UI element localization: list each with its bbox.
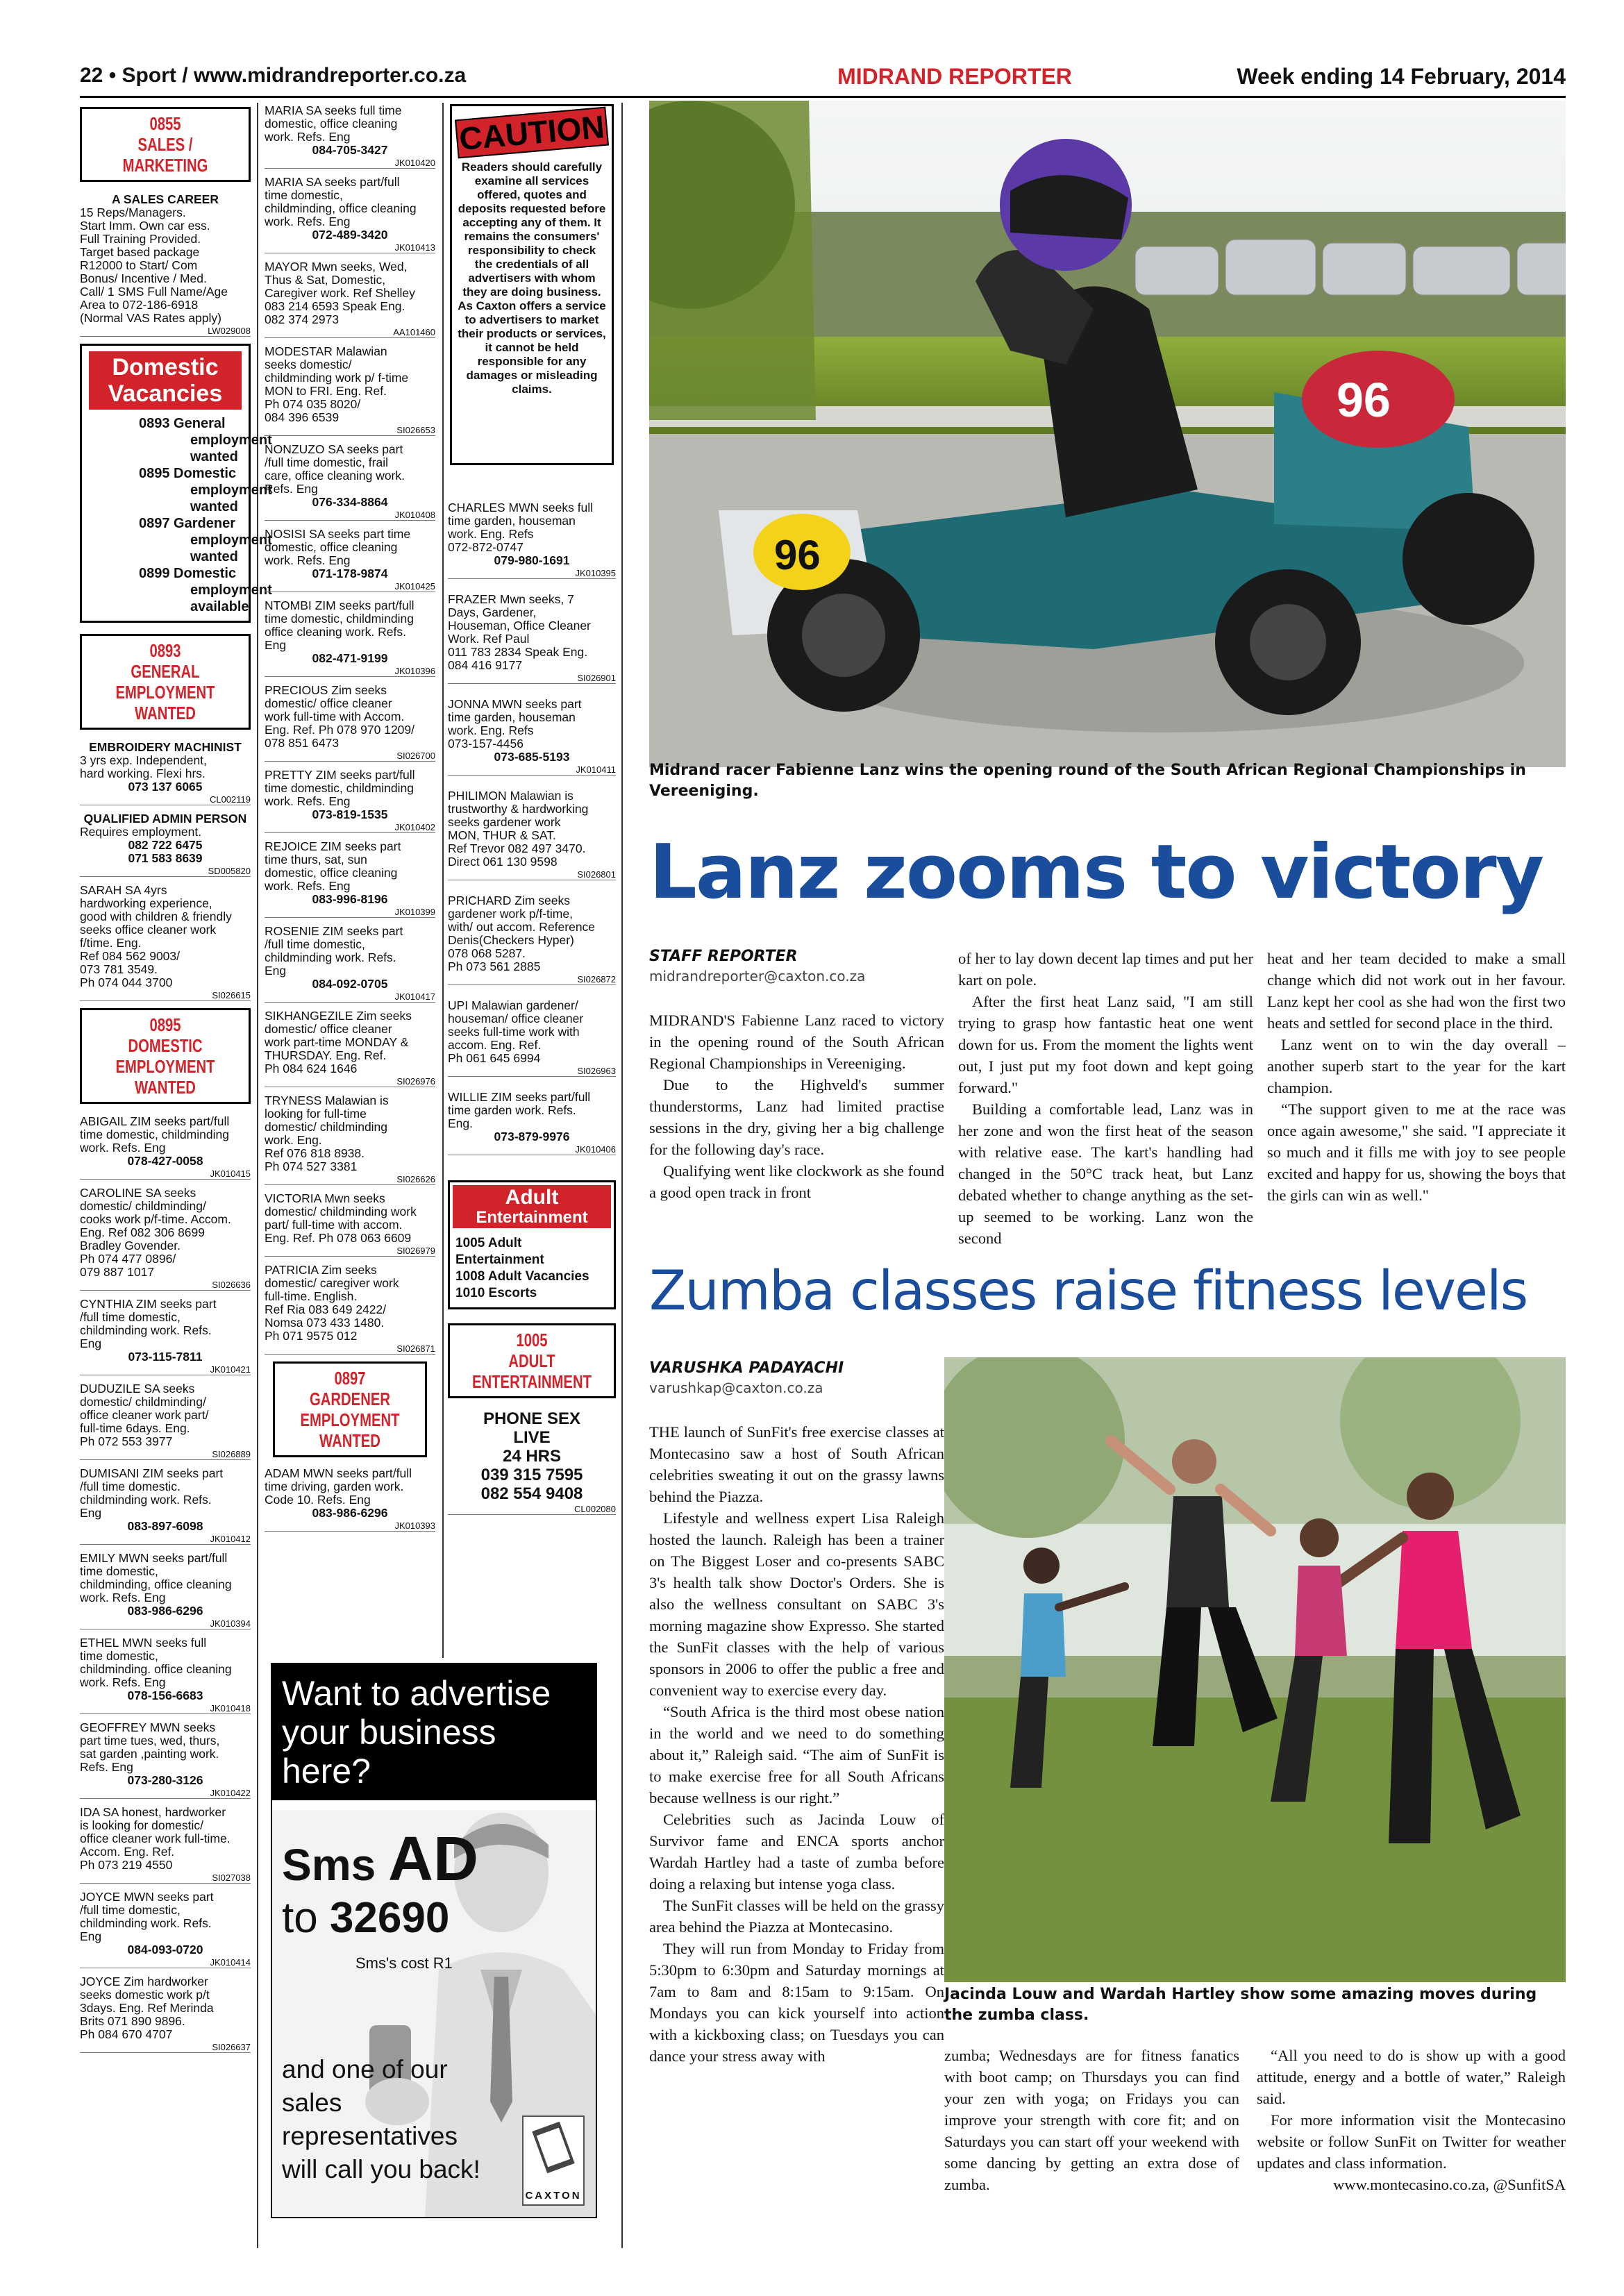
ad-heading: QUALIFIED ADMIN PERSON bbox=[83, 812, 247, 826]
kart-number-front: 96 bbox=[774, 532, 821, 578]
ad-code: SI026636 bbox=[80, 1280, 251, 1291]
adult-entertainment-index bbox=[448, 1180, 616, 1309]
paragraph: www.montecasino.co.za, @SunfitSA bbox=[1333, 2176, 1566, 2193]
ad-code: JK010422 bbox=[80, 1788, 251, 1799]
classified-ad bbox=[80, 1636, 251, 1714]
page-header bbox=[80, 64, 1566, 97]
ad-text: SARAH SA 4yrs hardworking experience, good with children & friendly seeks office cleaner work f/time. Eng. Ref 084 562 9003/ 073 781 3549. Ph 074 044 3700 bbox=[80, 883, 232, 989]
column-divider bbox=[442, 103, 444, 1658]
category-number: 0897 bbox=[334, 1368, 366, 1389]
ad-code: SI026963 bbox=[448, 1066, 616, 1077]
photo-caption: Midrand racer Fabienne Lanz wins the opening round of the South African Regional Championships in Vereeniging. bbox=[649, 762, 1526, 800]
paragraph: Qualifying went like clockwork as she found a good open track in front bbox=[649, 1162, 944, 1201]
paragraph: zumba; Wednesdays are for fitness fanatics with boot camp; on Thursdays you can find your zen with yoga; on Fridays you can improve your strength with core fit; and on Saturdays you can start off your weekend with some dancing by getting an extra dose of zumba. bbox=[944, 2047, 1239, 2193]
classified-ad bbox=[265, 1009, 435, 1087]
to-word: to bbox=[282, 1894, 318, 1942]
list-item: 1008 Adult Vacancies bbox=[455, 1269, 589, 1284]
ad-text: IDA SA honest, hardworker is looking for domestic/ office cleaner work full-time. Accom. Eng. Ref. Ph 073 219 4550 bbox=[80, 1805, 231, 1872]
ad-text: PRECIOUS Zim seeks domestic/ office cleaner work full-time with Accom. Eng. Ref. Ph 078 970 1209/ 078 851 6473 bbox=[265, 683, 415, 750]
ad-text: JONNA MWN seeks part time garden, houseman work. Eng. Refs 073-157-4456 bbox=[448, 697, 582, 751]
ad-code: JK010421 bbox=[80, 1364, 251, 1375]
ad-code: SI027038 bbox=[80, 1872, 251, 1884]
article-1-column-3 bbox=[1267, 948, 1566, 1206]
ad-text: WILLIE ZIM seeks part/full time garden work. Refs. Eng. bbox=[448, 1090, 591, 1130]
classified-ad bbox=[265, 769, 435, 833]
ad-text: FRAZER Mwn seeks, 7 Days, Gardener, Houseman, Office Cleaner Work. Ref Paul 011 783 2834 Speak Eng. 084 416 9177 bbox=[448, 592, 591, 672]
ad-text: Requires employment. bbox=[80, 825, 202, 839]
list-item: 0895 Domestic employment wanted bbox=[139, 466, 272, 514]
ad-code: SI026801 bbox=[448, 869, 616, 880]
ad-code: JK010413 bbox=[265, 242, 435, 253]
classified-ad bbox=[80, 1552, 251, 1629]
ad-phone: 084-092-0705 bbox=[312, 977, 388, 991]
classified-ad bbox=[80, 741, 251, 805]
ads-group-a bbox=[80, 741, 251, 1001]
classified-ad bbox=[80, 884, 251, 1001]
advert-headline: Want to advertise your business here? bbox=[272, 1664, 596, 1800]
zumba-photo bbox=[944, 1357, 1566, 1982]
ad-text: PHONE SEX LIVE 24 HRS 039 315 7595 082 554 9408 bbox=[480, 1409, 583, 1503]
paragraph: of her to lay down decent lap times and put her kart on pole. bbox=[958, 950, 1253, 989]
ad-code: JK010396 bbox=[265, 666, 435, 677]
paragraph: Celebrities such as Jacinda Louw of Survivor fame and ENCA sports anchor Wardah Hartley had a taste of zumba before doing a relaxing but intense yoga class. bbox=[649, 1811, 944, 1893]
photo-caption: Jacinda Louw and Wardah Hartley show some amazing moves during the zumba class. bbox=[944, 1986, 1537, 2024]
classifieds-column-2 bbox=[265, 104, 435, 1539]
number-line bbox=[282, 1893, 449, 1943]
ad-phone: 083-986-6296 bbox=[312, 1506, 388, 1520]
ad-code: JK010414 bbox=[80, 1957, 251, 1968]
classified-ad bbox=[448, 1409, 616, 1515]
ad-text: MODESTAR Malawian seeks domestic/ childminding work p/ f-time MON to FRI. Eng. Ref. Ph 074 035 8020/ 084 396 6539 bbox=[265, 344, 409, 424]
ad-heading: A SALES CAREER bbox=[112, 192, 219, 206]
kart-number-rear: 96 bbox=[1337, 373, 1391, 427]
ad-code: JK010412 bbox=[80, 1534, 251, 1545]
ad-phone: 082 722 6475 071 583 8639 bbox=[128, 838, 203, 865]
classified-ad bbox=[265, 684, 435, 762]
ad-text: ABIGAIL ZIM seeks part/full time domestic, childminding work. Refs. Eng bbox=[80, 1114, 230, 1155]
ad-code: JK010425 bbox=[265, 581, 435, 592]
ad-text: REJOICE ZIM seeks part time thurs, sat, sun domestic, office cleaning work. Refs. Eng bbox=[265, 839, 401, 893]
classified-ad bbox=[80, 812, 251, 877]
byline: STAFF REPORTER bbox=[649, 948, 798, 965]
classified-ad bbox=[448, 501, 616, 579]
classified-ad bbox=[265, 1192, 435, 1257]
karting-photo-image bbox=[649, 101, 1566, 767]
ad-phone: 073-819-1535 bbox=[312, 807, 388, 821]
ad-text: PRICHARD Zim seeks gardener work p/f-time, with/ out accom. Reference Denis(Checkers Hyper) 078 068 5287. Ph 073 561 2885 bbox=[448, 894, 596, 973]
ad-text: MARIA SA seeks full time domestic, office cleaning work. Refs. Eng bbox=[265, 103, 402, 144]
column-divider bbox=[621, 103, 623, 2248]
category-title: DOMESTIC EMPLOYMENT WANTED bbox=[115, 1035, 215, 1098]
category-box-0897 bbox=[273, 1361, 427, 1457]
ad-phone: 073-115-7811 bbox=[128, 1350, 203, 1364]
ad-text: SIKHANGEZILE Zim seeks domestic/ office cleaner work part-time MONDAY & THURSDAY. Eng. Ref. Ph 084 624 1646 bbox=[265, 1009, 412, 1075]
ad-phone: 083-986-6296 bbox=[127, 1604, 203, 1618]
ad-phone: 071-178-9874 bbox=[312, 567, 388, 580]
list-item: 1010 Escorts bbox=[455, 1286, 537, 1300]
byline: VARUSHKA PADAYACHI bbox=[649, 1359, 844, 1377]
category-title: GENERAL EMPLOYMENT WANTED bbox=[115, 661, 215, 723]
classified-ad bbox=[448, 1091, 616, 1155]
ad-text: GEOFFREY MWN seeks part time tues, wed, thurs, sat garden ,painting work. Refs. Eng bbox=[80, 1720, 220, 1774]
ad-phone: 079-980-1691 bbox=[494, 553, 570, 567]
adult-heading-line2: Entertainment bbox=[476, 1208, 588, 1227]
ad-text: DUDUZILE SA seeks domestic/ childminding/ office cleaner work part/ full-time 6days. Eng. Ph 072 553 3977 bbox=[80, 1382, 209, 1448]
article-headline: Zumba classes raise fitness levels bbox=[649, 1260, 1527, 1323]
ad-code: JK010408 bbox=[265, 510, 435, 521]
classified-ad bbox=[80, 193, 251, 337]
sms-line bbox=[282, 1824, 478, 1895]
classified-ad bbox=[448, 999, 616, 1077]
domestic-list bbox=[82, 415, 272, 621]
ad-code: SI026901 bbox=[448, 673, 616, 684]
paragraph: Building a comfortable lead, Lanz was in her zone and won the first heat of the season with relative ease. The kart's handling had changed in the 50°C track heat, but Lanz debated whether to change anything as the set-up seemed to be working. Lanz won the second bbox=[958, 1100, 1253, 1247]
classified-ad bbox=[265, 528, 435, 592]
caxton-logo bbox=[522, 2115, 585, 2206]
ad-phone: 073-685-5193 bbox=[494, 750, 570, 764]
ad-text: EMILY MWN seeks part/full time domestic, childminding, office cleaning work. Refs. Eng bbox=[80, 1551, 232, 1604]
ad-code: SI026872 bbox=[448, 974, 616, 985]
section-label: 22 • Sport / www.midrandreporter.co.za bbox=[80, 64, 467, 87]
ad-code: JK010417 bbox=[265, 991, 435, 1003]
sms-cost: Sms's cost R1 bbox=[355, 1954, 453, 1972]
classifieds-column-3 bbox=[448, 501, 616, 1522]
ad-code: SI026871 bbox=[265, 1343, 435, 1355]
ad-code: JK010399 bbox=[265, 907, 435, 918]
ad-code: JK010394 bbox=[80, 1618, 251, 1629]
list-item: 0893 General employment wanted bbox=[139, 416, 272, 464]
paragraph: They will run from Monday to Friday from 5:30pm to 6:30pm and Saturday mornings at 7am to 8am and 8:15am to 9:15am. On Mondays you can kick yourself into action with a kickboxing class; on Tuesdays you can dance your stress away with bbox=[649, 1940, 944, 2065]
paragraph: For more information visit the Montecasino website or follow SunFit on Twitter for weather updates and class information. bbox=[1257, 2111, 1566, 2172]
ad-text: VICTORIA Mwn seeks domestic/ childminding work part/ full-time with accom. Eng. Ref. Ph 078 063 6609 bbox=[265, 1191, 417, 1245]
zumba-photo-image bbox=[944, 1357, 1566, 1982]
ad-phone: 078-156-6683 bbox=[127, 1689, 203, 1702]
list-item: 0897 Gardener employment wanted bbox=[139, 516, 272, 564]
ad-text: DUMISANI ZIM seeks part /full time domestic. childminding work. Refs. Eng bbox=[80, 1466, 224, 1520]
adult-list bbox=[450, 1231, 614, 1307]
classified-ad bbox=[80, 1467, 251, 1545]
classified-ad bbox=[80, 1975, 251, 2053]
ad-code: JK010411 bbox=[448, 764, 616, 776]
ad-text: ROSENIE ZIM seeks part /full time domestic, childminding work. Refs. Eng bbox=[265, 924, 403, 978]
classified-ad bbox=[80, 1187, 251, 1291]
category-number: 0855 bbox=[149, 113, 181, 134]
ad-code: SI026615 bbox=[80, 990, 251, 1001]
adult-heading bbox=[453, 1185, 611, 1228]
ad-phone: 084-705-3427 bbox=[312, 143, 388, 157]
ad-text: TRYNESS Malawian is looking for full-time domestic/ childminding work. Eng. Ref 076 818 8938. Ph 074 527 3381 bbox=[265, 1093, 389, 1173]
paragraph: heat and her team decided to make a small change which did not work out in her favour. Lanz kept her cool as she had won the first two heats and settled for second place in the third. bbox=[1267, 950, 1566, 1032]
category-title: GARDENER EMPLOYMENT WANTED bbox=[300, 1389, 400, 1451]
classified-ad bbox=[265, 1264, 435, 1355]
paragraph: “All you need to do is show up with a good attitude, energy and a bottle of water,” Raleigh said. bbox=[1257, 2047, 1566, 2107]
adult-heading-line1: Adult bbox=[505, 1186, 559, 1209]
paragraph: Lanz went on to win the day overall – another superb start to the year for the kart champion. bbox=[1267, 1036, 1566, 1096]
classified-ad bbox=[265, 599, 435, 677]
category-box-0893 bbox=[80, 634, 251, 730]
article-1-column-1 bbox=[649, 948, 944, 1203]
ad-text: UPI Malawian gardener/ houseman/ office cleaner seeks full-time work with accom. Eng. Ref. Ph 061 645 6994 bbox=[448, 998, 584, 1065]
paragraph: Lifestyle and wellness expert Lisa Raleigh hosted the launch. Raleigh has been a trainer on The Biggest Loser and co-presents SABC 3's health talk show Doctor's Orders. She is also the wellness consultant on SABC 3's morning magazine show Expresso. She started the SunFit classes with the help of various sponsors in 2006 to offer the public a free and convenient way to exercise every day. bbox=[649, 1509, 944, 1699]
paragraph: “The support given to me at the race was once again awesome," she said. "I appreciate it so much and it fills me with joy to see people excited and happy for us, showing the boys that the girls can win as well." bbox=[1267, 1100, 1566, 1204]
ad-text: 15 Reps/Managers. Start Imm. Own car ess. Full Training Provided. Target based package R12000 to Start/ Com Bonus/ Incentive / Med. Call/ 1 SMS Full Name/Age Area to 072-186-6918 (Normal VAS Rates apply) bbox=[80, 206, 228, 325]
article-body bbox=[649, 1421, 944, 2067]
ad-text: PRETTY ZIM seeks part/full time domestic, childminding work. Refs. Eng bbox=[265, 768, 415, 808]
ad-code: SI026653 bbox=[265, 425, 435, 436]
caxton-logo-icon bbox=[524, 2117, 583, 2186]
article-headline: Lanz zooms to victory bbox=[649, 829, 1543, 916]
header-rule bbox=[80, 96, 1566, 98]
domestic-vacancies-index bbox=[80, 344, 272, 623]
classified-ad bbox=[80, 1115, 251, 1180]
list-item: 1005 Adult Entertainment bbox=[455, 1236, 544, 1267]
ad-code: LW029008 bbox=[80, 326, 251, 337]
ad-code: SI026889 bbox=[80, 1449, 251, 1460]
article-body bbox=[649, 1009, 944, 1203]
ad-text: MARIA SA seeks part/full time domestic, childminding, office cleaning work. Refs. Eng bbox=[265, 175, 417, 228]
category-number: 1005 bbox=[516, 1330, 548, 1350]
ad-code: JK010402 bbox=[265, 822, 435, 833]
classified-ad bbox=[265, 840, 435, 918]
caution-notice bbox=[450, 104, 614, 465]
category-box-0855 bbox=[80, 107, 251, 182]
classified-ad bbox=[265, 1094, 435, 1185]
classified-ad bbox=[448, 698, 616, 776]
ad-phone: 076-334-8864 bbox=[312, 495, 388, 509]
article-2-column-3 bbox=[1257, 2045, 1566, 2195]
karting-photo bbox=[649, 101, 1566, 767]
ad-code: SI026637 bbox=[80, 2042, 251, 2053]
ad-code: JK010393 bbox=[265, 1520, 435, 1532]
ad-text: CAROLINE SA seeks domestic/ childminding/ cooks work p/f-time. Accom. Eng. Ref 082 306 8699 Bradley Govender. Ph 074 477 0896/ 079 887 1017 bbox=[80, 1186, 231, 1279]
ad-text: 3 yrs exp. Independent, hard working. Flexi hrs. bbox=[80, 753, 207, 780]
ad-code: JK010406 bbox=[448, 1144, 616, 1155]
sms-number: 32690 bbox=[329, 1894, 450, 1942]
ad-code: JK010395 bbox=[448, 568, 616, 579]
paragraph: THE launch of SunFit's free exercise classes at Montecasino saw a host of South African celebrities sweating it out on the grassy lawns behind the Piazza. bbox=[649, 1423, 944, 1505]
paragraph: Due to the Highveld's summer thunderstorms, Lanz had limited practise sessions in the dry, giving her a big challenge for the following day's race. bbox=[649, 1076, 944, 1158]
ad-code: JK010420 bbox=[265, 158, 435, 169]
ad-code: JK010415 bbox=[80, 1168, 251, 1180]
ad-code: CL002080 bbox=[448, 1504, 616, 1515]
classified-ad bbox=[80, 1382, 251, 1460]
ad-text: MAYOR Mwn seeks, Wed, Thus & Sat, Domestic, Caregiver work. Ref Shelley 083 214 6593 Speak Eng. 082 374 2973 bbox=[265, 260, 415, 326]
ad-text: JOYCE MWN seeks part /full time domestic, childminding work. Refs. Eng bbox=[80, 1890, 214, 1943]
classified-ad bbox=[265, 104, 435, 169]
ad-text: JOYCE Zim hardworker seeks domestic work p/t 3days. Eng. Ref Merinda Brits 071 890 9896. Ph 084 670 4707 bbox=[80, 1975, 214, 2041]
ad-code: AA101460 bbox=[265, 327, 435, 338]
paragraph: The SunFit classes will be held on the grassy area behind the Piazza at Montecasino. bbox=[649, 1897, 944, 1936]
category-number: 0893 bbox=[149, 640, 181, 661]
ad-text: ADAM MWN seeks part/full time driving, garden work. Code 10. Refs. Eng bbox=[265, 1466, 412, 1507]
category-title: ADULT ENTERTAINMENT bbox=[471, 1350, 592, 1392]
ad-phone: 078-427-0058 bbox=[127, 1154, 203, 1168]
caution-title: CAUTION bbox=[455, 107, 609, 159]
ad-text: ETHEL MWN seeks full time domestic, childminding. office cleaning work. Refs. Eng bbox=[80, 1636, 232, 1689]
ad-text: CYNTHIA ZIM seeks part /full time domestic, childminding work. Refs. Eng bbox=[80, 1297, 217, 1350]
ad-text: NONZUZO SA seeks part /full time domestic, frail care, office cleaning work. Refs. Eng bbox=[265, 442, 405, 496]
author-email: midrandreporter@caxton.co.za bbox=[649, 968, 866, 984]
classified-ad bbox=[448, 894, 616, 985]
ad-text: PATRICIA Zim seeks domestic/ caregiver work full-time. English. Ref Ria 083 649 2422/ Nomsa 073 433 1480. Ph 071 9575 012 bbox=[265, 1263, 399, 1343]
ad-code: CL002119 bbox=[80, 794, 251, 805]
ad-code: SI026976 bbox=[265, 1076, 435, 1087]
ad-phone: 083-996-8196 bbox=[312, 892, 388, 906]
column-divider bbox=[257, 103, 258, 2248]
ad-code: SD005820 bbox=[80, 866, 251, 877]
classified-ad bbox=[448, 789, 616, 880]
classified-ad bbox=[80, 1891, 251, 1968]
classified-ad bbox=[265, 925, 435, 1003]
ad-code: SI026626 bbox=[265, 1174, 435, 1185]
issue-date: Week ending 14 February, 2014 bbox=[1237, 64, 1566, 89]
sms-word: Sms bbox=[282, 1840, 376, 1890]
classified-ad bbox=[448, 593, 616, 684]
article-2-column-1 bbox=[649, 1359, 944, 2067]
ad-phone: 082-471-9199 bbox=[312, 651, 388, 665]
category-number: 0895 bbox=[149, 1014, 181, 1035]
ad-code: SI026700 bbox=[265, 751, 435, 762]
article-2-column-2 bbox=[944, 2045, 1239, 2195]
ad-phone: 073-879-9976 bbox=[494, 1130, 570, 1143]
classified-ad bbox=[265, 1467, 435, 1532]
classified-ad bbox=[265, 345, 435, 436]
paragraph: MIDRAND'S Fabienne Lanz raced to victory in the opening round of the South African Regional Championships in Vereeniging. bbox=[649, 1012, 944, 1072]
ad-phone: 083-897-6098 bbox=[127, 1519, 203, 1533]
ad-text: PHILIMON Malawian is trustworthy & hardworking seeks gardener work MON, THUR & SAT. Ref Trevor 082 497 3470. Direct 061 130 9598 bbox=[448, 789, 589, 869]
caution-text: Readers should carefully examine all services offered, quotes and deposits requested before accepting any of them. It remains the consumers' responsibility to check the credentials of all advertisers with whom they are doing business. As Caxton offers a service to advertisers to market their products or services, it cannot be held responsible for any damages or misleading claims. bbox=[458, 160, 606, 396]
author-email: varushkap@caxton.co.za bbox=[649, 1380, 823, 1396]
classified-ad bbox=[80, 1298, 251, 1375]
ad-phone: 073-280-3126 bbox=[127, 1773, 203, 1787]
classified-ad bbox=[265, 443, 435, 521]
ad-code: JK010418 bbox=[80, 1703, 251, 1714]
ad-phone: 084-093-0720 bbox=[127, 1943, 203, 1956]
category-title: SALES / MARKETING bbox=[122, 134, 208, 176]
domestic-vacancies-heading: Domestic Vacancies bbox=[89, 351, 242, 410]
classified-ad bbox=[80, 1806, 251, 1884]
classifieds-column-1 bbox=[80, 104, 272, 2060]
classified-ad bbox=[265, 176, 435, 253]
classified-ad bbox=[80, 1721, 251, 1799]
ad-text: NTOMBI ZIM seeks part/full time domestic, childminding office cleaning work. Refs. Eng bbox=[265, 598, 415, 652]
ad-phone: 072-489-3420 bbox=[312, 228, 388, 242]
ad-heading: EMBROIDERY MACHINIST bbox=[89, 740, 242, 754]
paragraph: “South Africa is the third most obese nation in the world and we need to do something about it,” Raleigh said. “The aim of SunFit is to make exercise free for all South Africans because wellness is our right.” bbox=[649, 1703, 944, 1807]
category-box-1005 bbox=[448, 1323, 616, 1398]
ad-word: AD bbox=[387, 1825, 478, 1894]
paragraph: After the first heat Lanz said, "I am still trying to grasp how fantastic heat one went down for us. From the moment the lights went out, I just put my foot down and kept going forward." bbox=[958, 993, 1253, 1096]
masthead: MIDRAND REPORTER bbox=[837, 64, 1072, 89]
caxton-wordmark: CAXTON bbox=[525, 2190, 582, 2202]
ad-phone: 073 137 6065 bbox=[128, 780, 203, 794]
ad-text: CHARLES MWN seeks full time garden, houseman work. Eng. Refs 072-872-0747 bbox=[448, 501, 594, 554]
article-1-column-2 bbox=[958, 948, 1253, 1249]
classified-ad bbox=[265, 260, 435, 338]
list-item: 0899 Domestic employment available bbox=[139, 566, 272, 614]
category-box-0895 bbox=[80, 1008, 251, 1104]
sms-advert bbox=[271, 1663, 597, 2218]
ad-code: SI026979 bbox=[265, 1246, 435, 1257]
ads-group-b bbox=[80, 1115, 251, 2053]
ad-text: NOSISI SA seeks part time domestic, office cleaning work. Refs. Eng bbox=[265, 527, 411, 567]
advert-callback-text: and one of our sales representatives will call you back! bbox=[282, 2055, 480, 2184]
